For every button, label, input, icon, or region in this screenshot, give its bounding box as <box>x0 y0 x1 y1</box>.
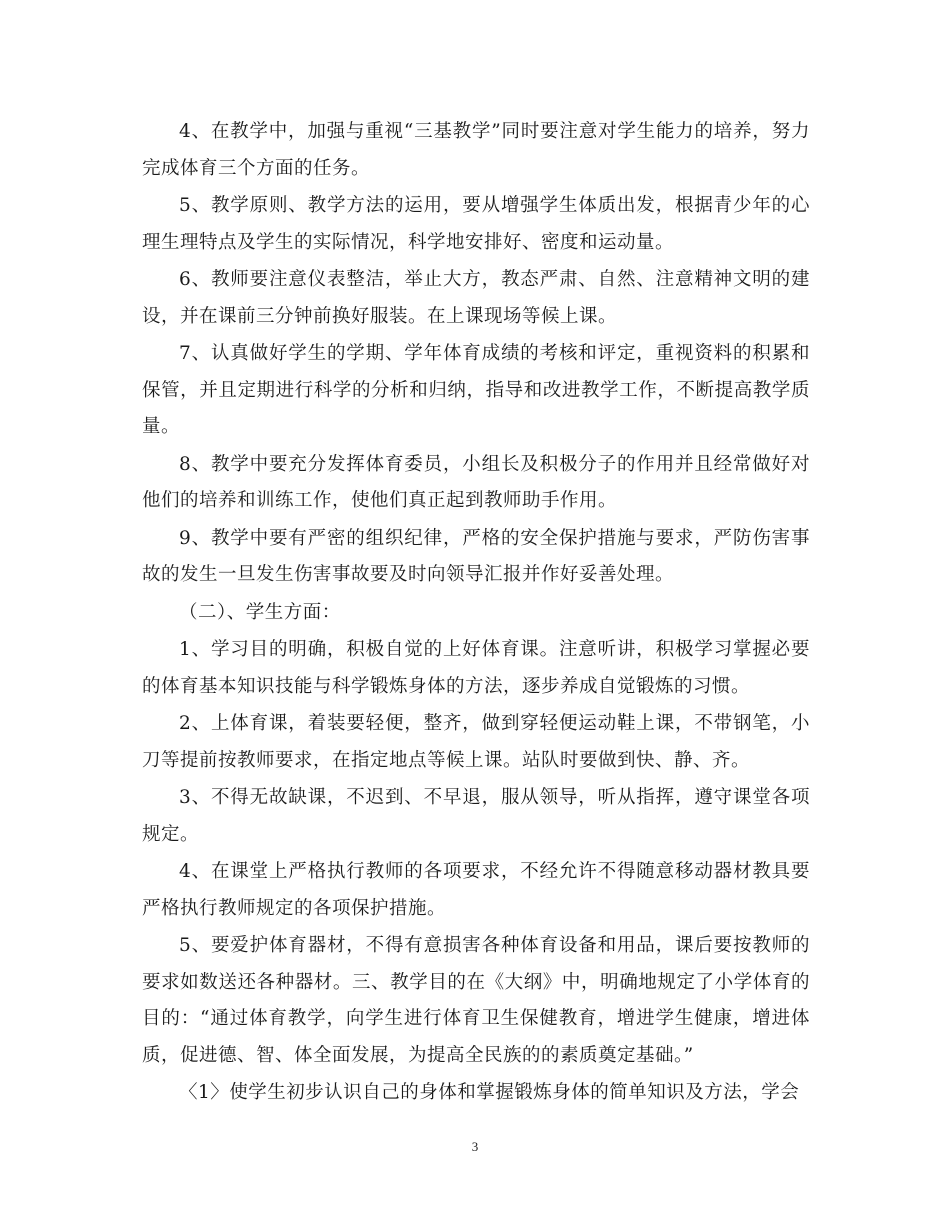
document-body <box>142 114 810 1113</box>
paragraph-student-item-3: 3、不得无故缺课，不迟到、不早退，服从领导，听从指挥，遵守课堂各项规定。 <box>142 787 810 845</box>
paragraph-goal-item-1: 〈1〉使学生初步认识自己的身体和掌握锻炼身体的简单知识及方法，学会 <box>179 1082 800 1103</box>
paragraph-teacher-item-8: 8、教学中要充分发挥体育委员，小组长及积极分子的作用并且经常做好对他们的培养和训练工作，使他们真正起到教师助手作用。 <box>142 453 810 511</box>
paragraph-teacher-item-4: 4、在教学中，加强与重视“三基教学”同时要注意对学生能力的培养，努力完成体育三个方面的任务。 <box>142 121 810 179</box>
page-number: 3 <box>471 1139 479 1154</box>
paragraph-teacher-item-5: 5、教学原则、教学方法的运用，要从增强学生体质出发，根据青少年的心理生理特点及学生的实际情况，科学地安排好、密度和运动量。 <box>142 195 810 253</box>
paragraph-student-item-5: 5、要爱护体育器材，不得有意损害各种体育设备和用品，课后要按教师的要求如数送还各种器材。三、教学目的在《大纲》中，明确地规定了小学体育的目的：“通过体育教学，向学生进行体育卫生保健教育，增进学生健康，增进体质，促进德、智、体全面发展，为提高全民族的的素质奠定基础。” <box>142 935 810 1066</box>
paragraph-teacher-item-9: 9、教学中要有严密的组织纪律，严格的安全保护措施与要求，严防伤害事故的发生一旦发生伤害事故要及时向领导汇报并作好妥善处理。 <box>142 527 810 585</box>
paragraph-teacher-item-7: 7、认真做好学生的学期、学年体育成绩的考核和评定，重视资料的积累和保管，并且定期进行科学的分析和归纳，指导和改进教学工作，不断提高教学质量。 <box>142 343 810 437</box>
section-heading-students: （二）、学生方面： <box>179 601 341 623</box>
paragraph-student-item-1: 1、学习目的明确，积极自觉的上好体育课。注意听讲，积极学习掌握必要的体育基本知识技能与科学锻炼身体的方法，逐步养成自觉锻炼的习惯。 <box>142 639 810 697</box>
paragraph-student-item-4: 4、在课堂上严格执行教师的各项要求，不经允许不得随意移动器材教具要严格执行教师规定的各项保护措施。 <box>142 861 810 919</box>
paragraph-teacher-item-6: 6、教师要注意仪表整洁，举止大方，教态严肃、自然、注意精神文明的建设，并在课前三分钟前换好服装。在上课现场等候上课。 <box>142 269 810 327</box>
paragraph-student-item-2: 2、上体育课，着装要轻便，整齐，做到穿轻便运动鞋上课，不带钢笔，小刀等提前按教师要求，在指定地点等候上课。站队时要做到快、静、齐。 <box>142 713 810 771</box>
